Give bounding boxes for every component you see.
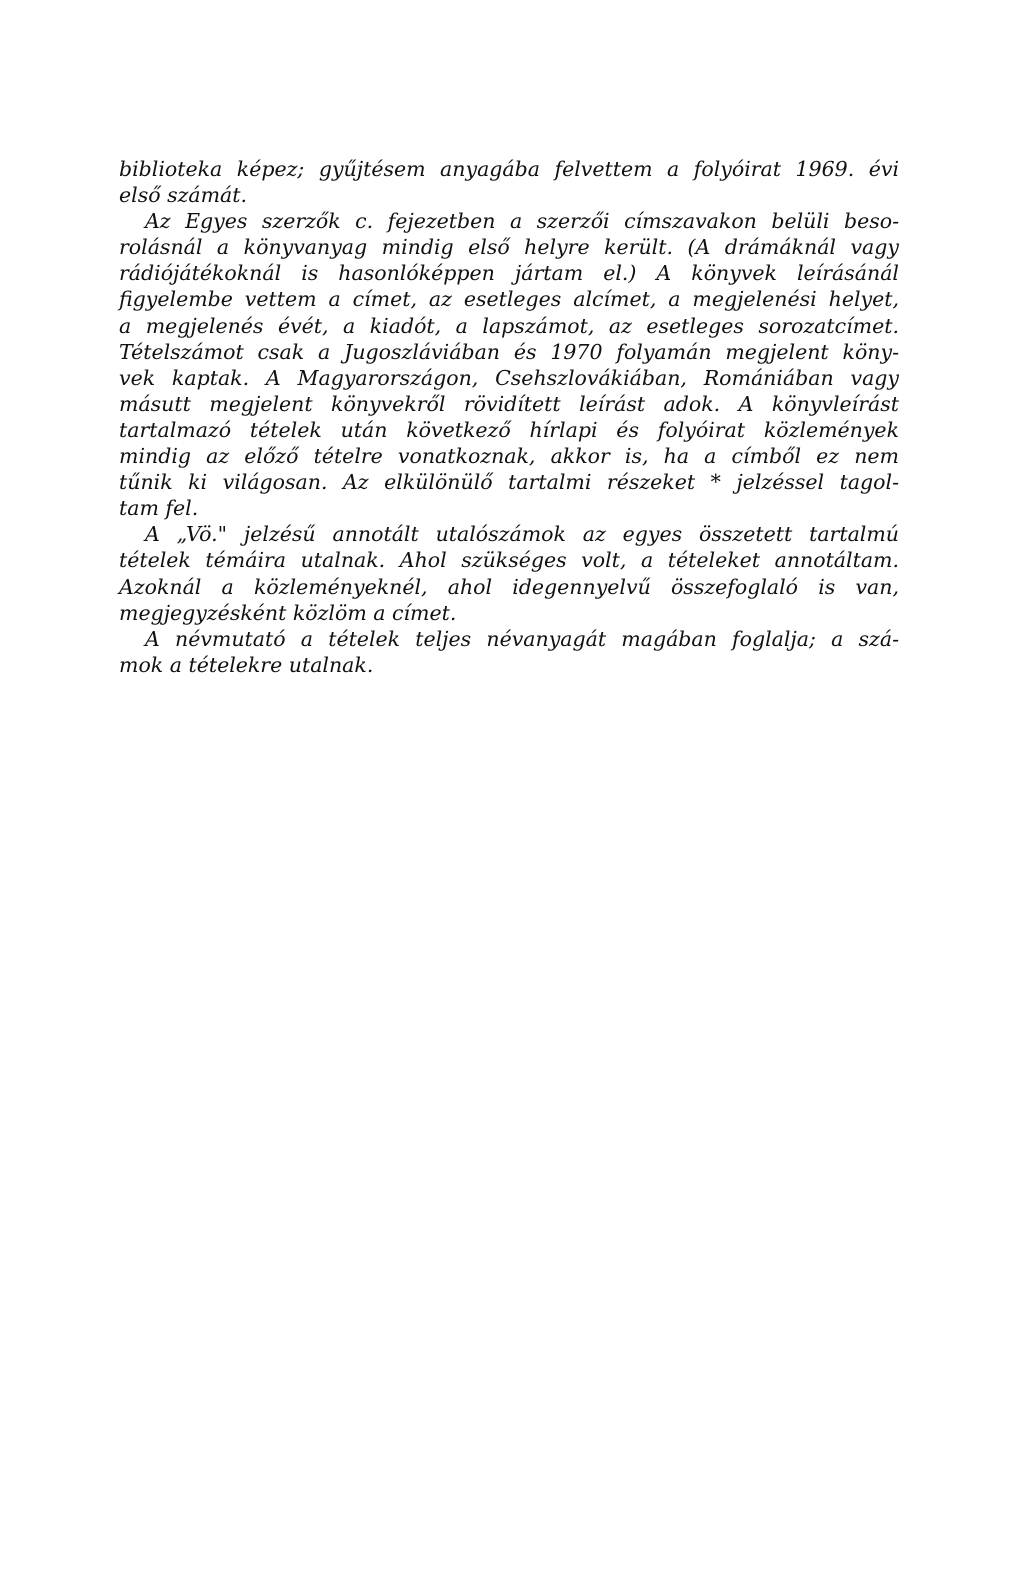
text-line: megjegyzésként közlöm a címet. xyxy=(119,600,457,625)
text-line: Tételszámot csak a Jugoszláviában és 1970 folyamán megjelent köny- xyxy=(119,339,899,364)
text-line: tételek témáira utalnak. Ahol szükséges volt, a tételeket annotáltam. xyxy=(119,548,899,573)
text-line: első számát. xyxy=(119,183,248,208)
text-line: vek kaptak. A Magyarországon, Csehszlovákiában, Romániában vagy xyxy=(119,365,899,390)
text-line: rádiójátékoknál is hasonlóképpen jártam el.) A könyvek leírásánál xyxy=(119,261,899,286)
text-line: a megjelenés évét, a kiadót, a lapszámot, az esetleges sorozatcímet. xyxy=(119,313,899,338)
text-line: biblioteka képez; gyűjtésem anyagába felvettem a folyóirat 1969. évi xyxy=(119,157,899,181)
text-line: A névmutató a tételek teljes névanyagát magában foglalja; a szá- xyxy=(145,626,899,651)
text-line: Azoknál a közleményeknél, ahol idegennyelvű összefoglaló is van, xyxy=(119,574,899,599)
text-line: másutt megjelent könyvekről rövidített leírást adok. A könyvleírást xyxy=(119,391,899,416)
text-line: A „Vö." jelzésű annotált utalószámok az egyes összetett tartalmú xyxy=(145,522,899,547)
text-line: tűnik ki világosan. Az elkülönülő tartalmi részeket * jelzéssel tagol- xyxy=(119,470,899,495)
body-text xyxy=(119,156,899,678)
text-line: mok a tételekre utalnak. xyxy=(119,652,374,677)
text-line: rolásnál a könyvanyag mindig első helyre került. (A drámáknál vagy xyxy=(119,235,899,260)
text-line: tam fel. xyxy=(119,496,199,521)
text-line: mindig az előző tételre vonatkoznak, akkor is, ha a címből ez nem xyxy=(119,444,899,469)
text-line: figyelembe vettem a címet, az esetleges alcímet, a megjelenési helyet, xyxy=(119,287,899,312)
text-line: Az Egyes szerzők c. fejezetben a szerzői címszavakon belüli beso- xyxy=(145,209,899,234)
text-line: tartalmazó tételek után következő hírlapi és folyóirat közlemények xyxy=(119,417,899,442)
